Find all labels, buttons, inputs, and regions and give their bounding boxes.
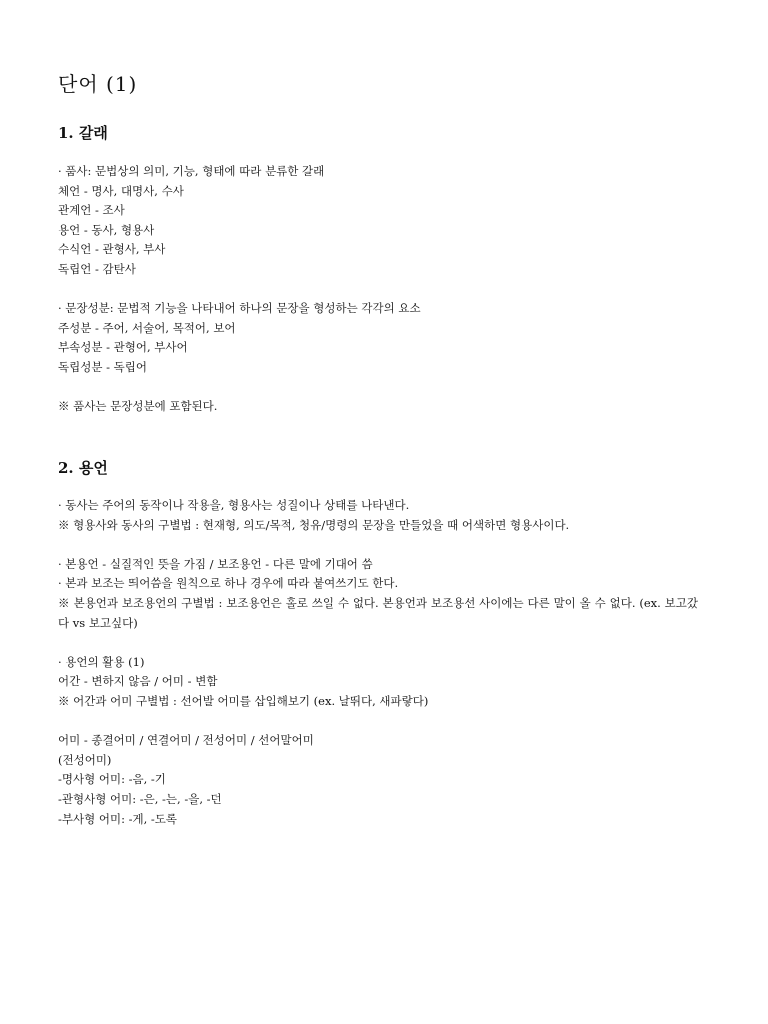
note-line: ※ 형용사와 동사의 구별법 : 현재형, 의도/목적, 청유/명령의 문장을 만들었을 때 어색하면 형용사이다. xyxy=(58,517,570,532)
section-2-body xyxy=(58,496,698,829)
text-line: -관형사형 어미: -은, -는, -을, -던 xyxy=(58,791,222,806)
text-line: 독립성분 - 독립어 xyxy=(58,359,147,374)
text-line: 체언 - 명사, 대명사, 수사 xyxy=(58,183,184,198)
text-line: -명사형 어미: -음, -기 xyxy=(58,772,166,787)
text-line: 용언 - 동사, 형용사 xyxy=(58,222,155,237)
text-line: · 동사는 주어의 동작이나 작용을, 형용사는 성질이나 상태를 나타낸다. xyxy=(58,498,410,512)
text-line: · 품사: 문법상의 의미, 기능, 형태에 따라 분류한 갈래 xyxy=(58,164,325,178)
text-line: 부속성분 - 관형어, 부사어 xyxy=(58,340,188,355)
text-line: (전성어미) xyxy=(58,752,112,767)
text-line: 수식언 - 관형사, 부사 xyxy=(58,242,166,257)
blank-line xyxy=(58,378,698,398)
note-line: ※ 품사는 문장성분에 포함된다. xyxy=(58,399,218,414)
text-line: 독립언 - 감탄사 xyxy=(58,261,136,276)
note-line: ※ 본용언과 보조용언의 구별법 : 보조용언은 홀로 쓰일 수 없다. 본용언과 보조용선 사이에는 다른 말이 올 수 없다. (ex. 보고갔다 vs 보고싶다) xyxy=(58,595,698,630)
text-line: 주성분 - 주어, 서술어, 목적어, 보어 xyxy=(58,320,236,335)
text-line: · 문장성분: 문법적 기능을 나타내어 하나의 문장을 형성하는 각각의 요소 xyxy=(58,301,421,316)
text-line: 어간 - 변하지 않음 / 어미 - 변함 xyxy=(58,674,218,689)
text-line: 관계언 - 조사 xyxy=(58,203,125,218)
text-line: · 본용언 - 실질적인 뜻을 가짐 / 보조용언 - 다른 말에 기대어 씀 xyxy=(58,556,373,571)
note-line: ※ 어간과 어미 구별법 : 선어발 어미를 삽입해보기 (ex. 날뛰다, 새파랗다) xyxy=(58,693,429,708)
text-line: 어미 - 종결어미 / 연결어미 / 전성어미 / 선어말어미 xyxy=(58,733,314,748)
page-title: 단어 (1) xyxy=(58,72,138,96)
section-heading-1: 1. 갈래 xyxy=(58,124,108,142)
blank-line xyxy=(58,535,698,555)
text-line: · 용언의 활용 (1) xyxy=(58,654,145,669)
section-heading-2: 2. 용언 xyxy=(58,459,108,477)
blank-line xyxy=(58,633,698,653)
blank-line xyxy=(58,280,698,300)
section-1-body xyxy=(58,162,698,417)
text-line: -부사형 어미: -게, -도록 xyxy=(58,811,178,826)
blank-line xyxy=(58,712,698,732)
text-line: · 본과 보조는 띄어씀을 원칙으로 하나 경우에 따라 붙여쓰기도 한다. xyxy=(58,576,399,591)
